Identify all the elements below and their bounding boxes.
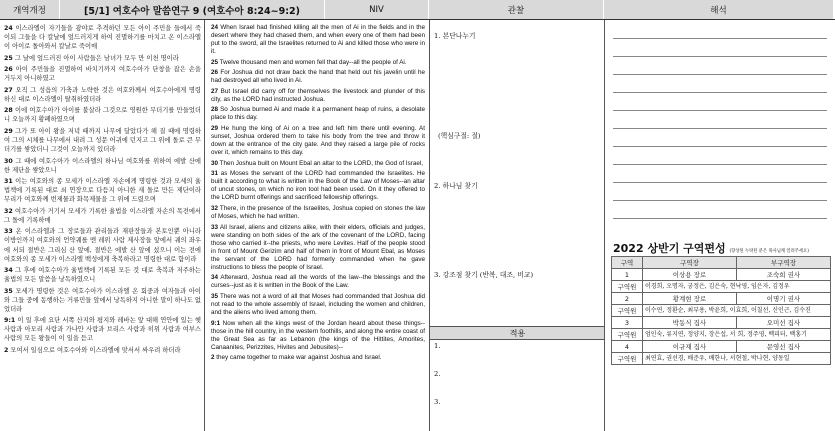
verse xyxy=(4,177,201,204)
verse-text: 모세가 명령한 것은 여호수아가 이스라엘 온 회중과 여자들과 아이와 그들 중에 동행하는 거류민들 앞에서 낭독하지 아니한 말이 하나도 없었더라 xyxy=(4,287,201,313)
verse-number: 26 xyxy=(211,69,219,77)
verse-text: 온 이스라엘과 그 장로들과 관리들과 재판장들과 본토인뿐 아니라 이방인까지 여호와의 언약궤를 멘 레위 사람 제사장들 앞에서 궤의 좌우에 서되 절반은 그리심 산 앞에, 절반은 에발 산 앞에 섰으니 이는 전에 여호와의 종 모세가 이스라엘 백성에게 축복하라고 명령한 대로 함이라 xyxy=(4,228,201,263)
group-row xyxy=(612,317,831,329)
col-sub-leader: 부구역장 xyxy=(736,257,830,269)
header-interpret: 해석 xyxy=(604,0,834,19)
group-number: 1 xyxy=(612,269,643,281)
interpretation-column xyxy=(605,20,835,431)
verse xyxy=(4,127,201,154)
verse-text: 이 일 후에 요단 서쪽 산지와 평지와 레바논 앞 대해 연안에 있는 헷 사람과 아모리 사람과 가나안 사람과 브리스 사람과 히위 사람과 여부스 사람의 모든 왕들이 이 일을 듣고 xyxy=(4,317,201,343)
group-sub-leader: 이명기 권사 xyxy=(736,293,830,305)
verse-number: 35 xyxy=(211,292,219,300)
verse-text: All Israel, aliens and citizens alike, with their elders, officials and judges, were standing on both sides of the ark of the covenant of the LORD, facing those who carried it--the priests, who were Levites. Half of the people stood in front of Mount Gerizim and half of them in front of Mount Ebal, as Moses the servant of the LORD had formerly commanded when he gave instructions to bless the people of Israel. xyxy=(211,223,425,271)
note-line xyxy=(613,128,827,129)
verse-text: There was not a word of all that Moses had commanded that Joshua did not read to the whole assembly of Israel, including the women and children, and the aliens who lived among them. xyxy=(211,292,426,316)
note-line xyxy=(613,182,827,183)
verse-text: 모여서 일심으로 여호수아와 이스라엘에 맞서서 싸우려 하더라 xyxy=(10,347,181,354)
verse-number: 25 xyxy=(211,58,219,66)
verse-number: 31 xyxy=(211,170,219,178)
verse-text: For Joshua did not draw back the hand that held out his javelin until he had destroyed all who lived in Ai. xyxy=(211,69,426,85)
verse-text: So Joshua burned Ai and made it a permanent heap of ruins, a desolate place to this day. xyxy=(211,106,426,122)
verse-text: 이에 여호수아가 아이를 불살라 그것으로 영원한 무더기를 만들었더니 오늘까지 황폐하였으며 xyxy=(4,107,201,124)
verse xyxy=(211,205,425,221)
verse-number: 29 xyxy=(4,127,13,135)
members-label: 구역원 xyxy=(612,281,643,293)
verse xyxy=(4,24,201,51)
verse-number: 33 xyxy=(211,223,219,231)
apply-item-1: 1. xyxy=(434,342,441,350)
note-line xyxy=(613,110,827,111)
header-revised: 개역개정 xyxy=(0,0,60,19)
group-leader: 이상용 장로 xyxy=(643,269,737,281)
plan-subtitle: (향상된 누락된 분은 목사님께 알려주세요) xyxy=(729,249,809,254)
verse-number: 30 xyxy=(211,159,219,167)
verse-text: Afterward, Joshua read all the words of the law--the blessings and the curses--just as it is written in the Book of the Law. xyxy=(211,274,425,290)
verse-text: 오직 그 성읍의 가축과 노략한 것은 여호와께서 여호수아에게 명령하신 대로 이스라엘이 탈취하였더라 xyxy=(4,86,201,103)
verse-number: 29 xyxy=(211,125,219,133)
verse-number: 9:1 xyxy=(4,317,16,325)
group-number: 4 xyxy=(612,341,643,353)
group-table xyxy=(611,256,831,365)
verse xyxy=(4,106,201,124)
group-leader: 황계현 장로 xyxy=(643,293,737,305)
apply-header: 적용 xyxy=(430,326,605,340)
verse xyxy=(211,170,425,202)
note-line xyxy=(613,146,827,147)
group-members-row xyxy=(612,305,831,317)
group-members-row xyxy=(612,329,831,341)
group-sub-leader: 조숙희 권사 xyxy=(736,269,830,281)
verse-text: But Israel did carry off for themselves the livestock and plunder of this city, as the LORD had instructed Joshua. xyxy=(211,87,425,103)
group-row xyxy=(612,293,831,305)
verse xyxy=(211,274,425,290)
verse-number: 35 xyxy=(4,287,13,295)
note-line xyxy=(613,218,827,219)
verse-text: Then Joshua built on Mount Ebal an altar to the LORD, the God of Israel, xyxy=(219,159,424,167)
observe-item-3: 3. 강조점 찾기 (반복, 대조, 비교) xyxy=(434,271,534,279)
verse-text: 이는 여호와의 종 모세가 이스라엘 자손에게 명령한 것과 모세의 율법책에 기록된 대로 쇠 연장으로 다듬지 아니한 새 돌로 만든 제단이라 무리가 여호와께 번제물과 화목제물을 그 위에 드렸으며 xyxy=(4,178,201,204)
col-zone: 구역 xyxy=(612,257,643,269)
verse-number: 24 xyxy=(4,25,13,32)
verse xyxy=(211,354,425,362)
header-niv: NIV xyxy=(325,0,429,19)
verse xyxy=(211,160,425,168)
group-members: 이수연, 정환순, 최부용, 박윤희, 이효희, 이칠선, 신인근, 김수진 xyxy=(643,305,831,317)
verse xyxy=(211,59,425,67)
group-sub-leader: 오미선 집사 xyxy=(736,317,830,329)
group-number: 3 xyxy=(612,317,643,329)
header-title: [5/1] 여호수아 말씀연구 9 (여호수아 8:24~9:2) xyxy=(60,0,325,19)
group-leader: 이규재 집사 xyxy=(643,341,737,353)
english-text-column xyxy=(205,20,430,431)
apply-item-2: 2. xyxy=(434,370,441,378)
group-row xyxy=(612,341,831,353)
verse-number: 2 xyxy=(4,347,9,354)
group-members: 최연효, 권선경, 배준우, 배한나, 서현철, 박나현, 양동일 xyxy=(643,353,831,365)
table-header-row xyxy=(612,257,831,269)
verse-text: 그가 또 아이 왕을 저녁 때까지 나무에 달았다가 해 질 때에 명령하여 그의 시체를 나무에서 내려 그 성문 어귀에 던지고 그 위에 돌로 큰 무더기를 쌓았더니 그것이 오늘까지 있더라 xyxy=(4,127,201,154)
verse xyxy=(4,316,201,343)
verse-number: 31 xyxy=(4,178,13,186)
note-line xyxy=(613,200,827,201)
note-line xyxy=(613,92,827,93)
verse xyxy=(4,227,201,263)
apply-item-3: 3. xyxy=(434,398,441,406)
verse-text: 그 후에 여호수아가 율법책에 기록된 모든 것 대로 축복과 저주하는 율법의 모든 말씀을 낭독하였으니 xyxy=(4,267,201,284)
verse-text: 그 때에 여호수아가 이스라엘의 하나님 여호와를 위하여 에발 산에 한 제단을 쌓았으니 xyxy=(4,157,201,174)
header-observe: 관찰 xyxy=(429,0,604,19)
verse-number: 28 xyxy=(211,106,219,114)
verse-text: He hung the king of Ai on a tree and left him there until evening. At sunset, Joshua ordered them to take his body from the tree and throw it down at the entrance of the city gate. And they raised a large pile of rocks over it, which remains to this day. xyxy=(211,125,425,157)
verse-number: 2 xyxy=(211,354,215,362)
verse-text: 이스라엘이 자기들을 광야로 추격하던 모든 아이 주민을 들에서 죽이되 그들을 다 칼날에 엎드러지게 하여 진멸하기를 마치고 온 이스라엘이 아이로 돌아와서 칼날로 죽이매 xyxy=(4,25,201,51)
verse xyxy=(4,157,201,175)
verse-number: 27 xyxy=(211,87,219,95)
note-line xyxy=(613,74,827,75)
verse xyxy=(4,54,201,63)
group-members: 엄인숙, 류지연, 정양지, 장은섭, 서 희, 정주영, 백피터, 백홍기 xyxy=(643,329,831,341)
group-members: 이경희, 오명자, 궁정은, 김은숙, 현낙영, 임은자, 김정우 xyxy=(643,281,831,293)
verse xyxy=(211,106,425,122)
verse-number: 27 xyxy=(4,86,13,94)
group-leader: 박동식 집사 xyxy=(643,317,737,329)
note-line xyxy=(613,38,827,39)
verse xyxy=(211,293,425,317)
verse xyxy=(4,65,201,83)
verse xyxy=(4,346,201,355)
header-bar xyxy=(0,0,835,20)
verse xyxy=(211,125,425,157)
group-members-row xyxy=(612,281,831,293)
verse-number: 24 xyxy=(211,24,219,31)
members-label: 구역원 xyxy=(612,353,643,365)
verse-text: as Moses the servant of the LORD had commanded the Israelites. He built it according to what is written in the Book of the Law of Moses--an altar of uncut stones, on which no iron tool had been used. On it they offered to the LORD burnt offerings and sacrificed fellowship offerings. xyxy=(211,170,425,202)
verse-number: 33 xyxy=(4,228,13,236)
verse xyxy=(4,207,201,225)
verse-number: 28 xyxy=(4,107,13,115)
verse-text: 아이 주민들을 진멸하여 바치기까지 여호수아가 단창을 잡은 손을 거두지 아니하였고 xyxy=(4,66,201,83)
verse-number: 34 xyxy=(211,274,219,282)
group-row xyxy=(612,269,831,281)
verse-number: 25 xyxy=(4,54,13,62)
plan-title xyxy=(613,240,809,256)
group-number: 2 xyxy=(612,293,643,305)
verse-text: Twelve thousand men and women fell that day--all the people of Ai. xyxy=(219,58,407,66)
verse-text: Now when all the kings west of the Jordan heard about these things--those in the hill country, in the western foothills, and along the entire coast of the Great Sea as far as Lebanon (the kings of the Hittites, Amorites, Canaanites, Perizzites, Hivites and Jebusites)-- xyxy=(211,319,425,351)
members-label: 구역원 xyxy=(612,329,643,341)
verse-number: 34 xyxy=(4,267,13,275)
observe-keyword: (핵심구절: 절) xyxy=(438,132,481,140)
verse-text: they came together to make war against Joshua and Israel. xyxy=(216,354,382,362)
verse xyxy=(211,224,425,272)
verse-text: When Israel had finished killing all the men of Ai in the fields and in the desert where they had chased them, and when every one of them had been put to the sword, all the Israelites returned to Ai and killed those who were in it. xyxy=(211,24,426,56)
verse xyxy=(4,86,201,104)
observe-item-2: 2. 하나님 찾기 xyxy=(434,182,478,190)
verse-number: 26 xyxy=(4,66,13,74)
col-leader: 구역장 xyxy=(643,257,737,269)
plan-title-text: 2022 상반기 구역편성 xyxy=(613,242,726,255)
verse xyxy=(4,287,201,314)
verse-text: 여호수아가 거기서 모세가 기록한 율법을 이스라엘 자손의 목전에서 그 돌에 기록하매 xyxy=(4,207,201,224)
verse-text: There, in the presence of the Israelites, Joshua copied on stones the law of Moses, which he had written. xyxy=(211,204,425,220)
note-line xyxy=(613,164,827,165)
observation-column xyxy=(430,20,605,431)
verse-text: 그 날에 엎드러진 아이 사람들은 남녀가 모두 만 이천 명이라 xyxy=(14,54,179,62)
verse-number: 9:1 xyxy=(211,319,221,327)
verse xyxy=(211,24,425,56)
verse xyxy=(4,266,201,284)
group-members-row xyxy=(612,353,831,365)
verse xyxy=(211,320,425,352)
verse-number: 30 xyxy=(4,157,13,165)
note-line xyxy=(613,56,827,57)
korean-text-column xyxy=(0,20,205,431)
verse-number: 32 xyxy=(211,204,219,212)
verse xyxy=(211,69,425,85)
members-label: 구역원 xyxy=(612,305,643,317)
verse xyxy=(211,88,425,104)
group-sub-leader: 문영선 집사 xyxy=(736,341,830,353)
verse-number: 32 xyxy=(4,207,13,215)
observe-item-1: 1. 본단나누기 xyxy=(434,32,476,40)
